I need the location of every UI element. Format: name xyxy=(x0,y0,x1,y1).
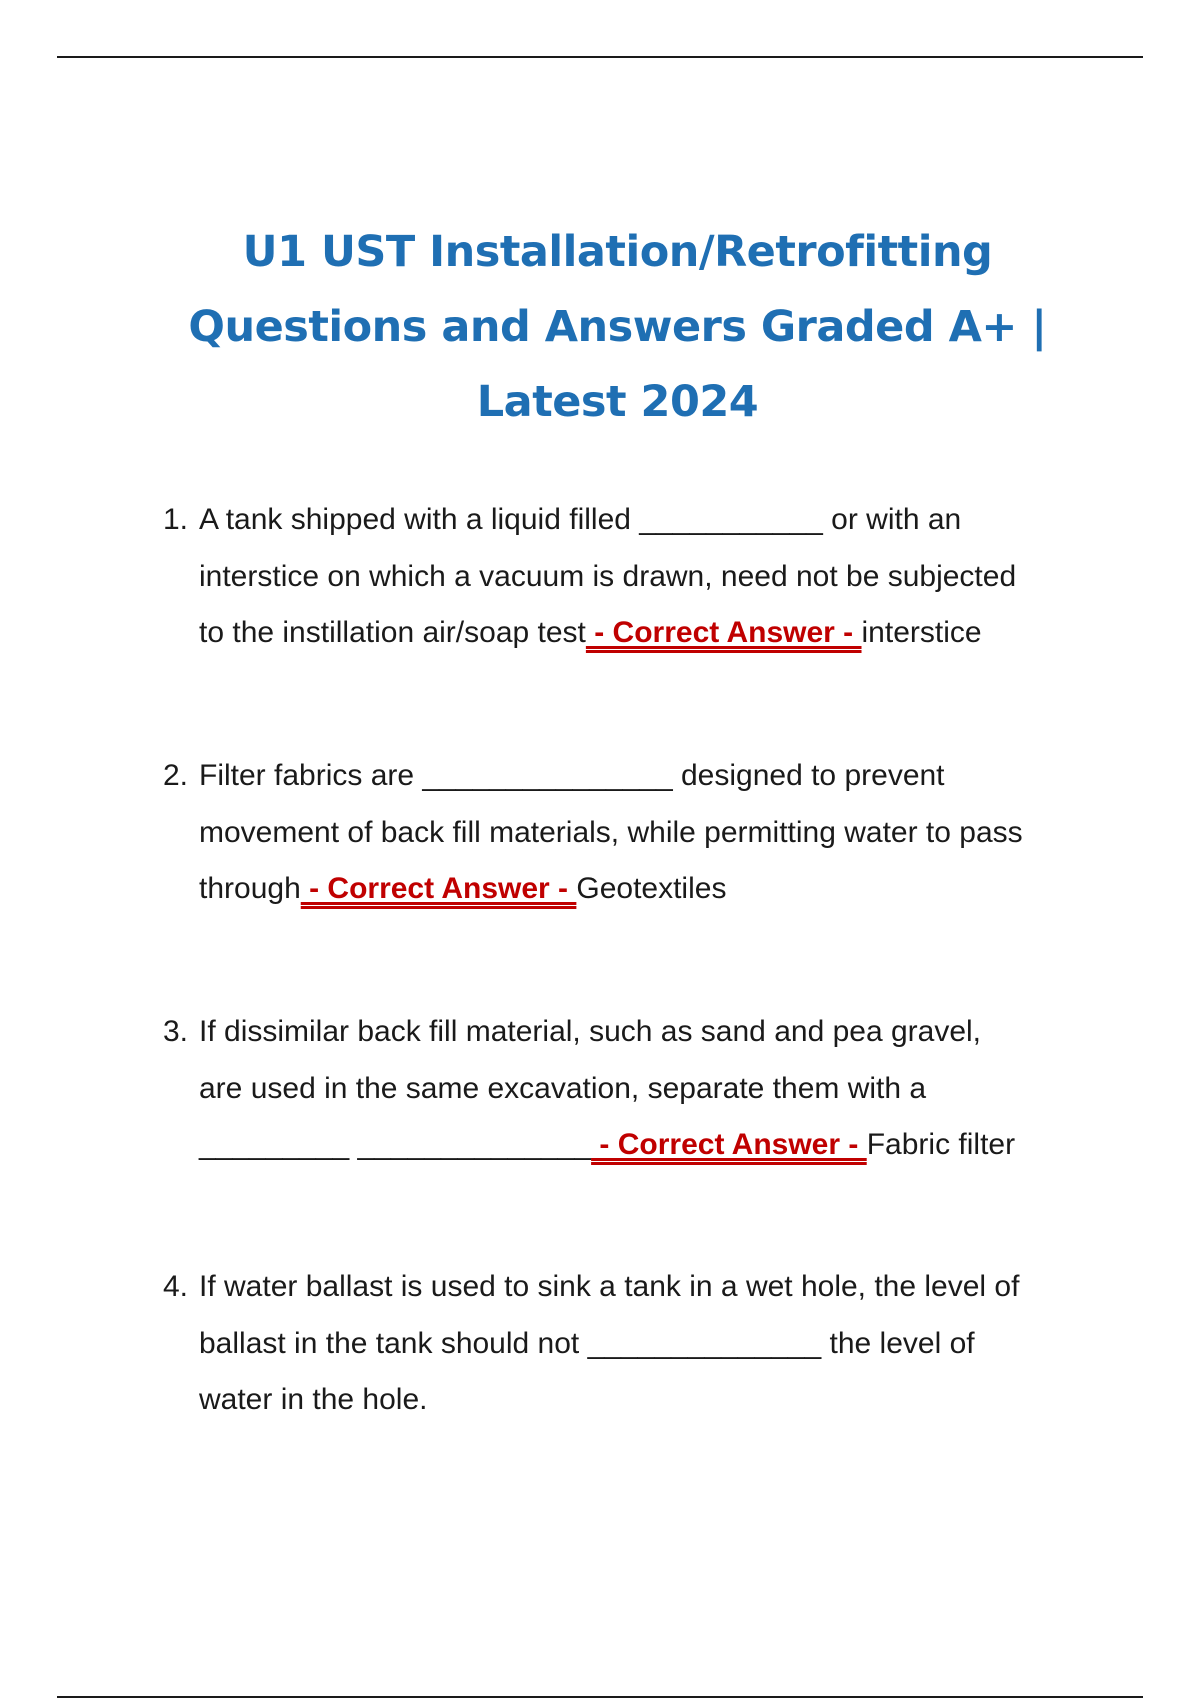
answer-text: Geotextiles xyxy=(576,872,727,905)
question-answer-line xyxy=(199,861,1113,918)
question-number: 3. xyxy=(163,1015,189,1048)
question-body xyxy=(199,748,1113,918)
question-item xyxy=(163,1259,1113,1429)
question-text-line: Filter fabrics are _______________ designed to prevent xyxy=(199,759,945,792)
question-number: 2. xyxy=(163,759,189,792)
question-item xyxy=(163,492,1113,662)
question-item xyxy=(163,1004,1113,1174)
question-text: through xyxy=(199,872,301,905)
answer-text: Fabric filter xyxy=(866,1128,1016,1161)
question-body xyxy=(199,1259,1113,1429)
question-item xyxy=(163,748,1113,918)
question-text-line: water in the hole. xyxy=(199,1383,428,1416)
correct-answer-label: - Correct Answer - xyxy=(300,872,577,905)
question-text: to the instillation air/soap test xyxy=(199,616,586,649)
title-line-1: U1 UST Installation/Retrofitting xyxy=(242,227,993,277)
footer-rule xyxy=(57,1696,1143,1698)
question-number: 4. xyxy=(163,1270,189,1303)
question-text-line: A tank shipped with a liquid filled ___________ or with an xyxy=(199,503,962,536)
question-text: _________ ______________ xyxy=(199,1128,592,1161)
correct-answer-label: - Correct Answer - xyxy=(585,616,862,649)
question-text-line: movement of back fill materials, while permitting water to pass xyxy=(199,815,1023,849)
correct-answer-label: - Correct Answer - xyxy=(591,1128,867,1161)
question-text-line: If water ballast is used to sink a tank in a wet hole, the level of xyxy=(199,1270,1020,1303)
question-answer-line xyxy=(199,605,1113,662)
question-text-line: interstice on which a vacuum is drawn, need not be subjected xyxy=(199,559,1017,593)
question-body xyxy=(199,492,1113,662)
title-line-3: Latest 2024 xyxy=(476,377,759,427)
title-line-2: Questions and Answers Graded A+ | xyxy=(188,302,1047,352)
question-number: 1. xyxy=(163,503,189,536)
question-text-line: are used in the same excavation, separate them with a xyxy=(199,1071,927,1105)
question-body xyxy=(199,1004,1113,1174)
question-answer-line xyxy=(199,1117,1113,1174)
question-text-line: If dissimilar back fill material, such as sand and pea gravel, xyxy=(199,1015,982,1048)
answer-text: interstice xyxy=(861,616,982,649)
question-text-line: ballast in the tank should not ______________ the level of xyxy=(199,1326,975,1360)
